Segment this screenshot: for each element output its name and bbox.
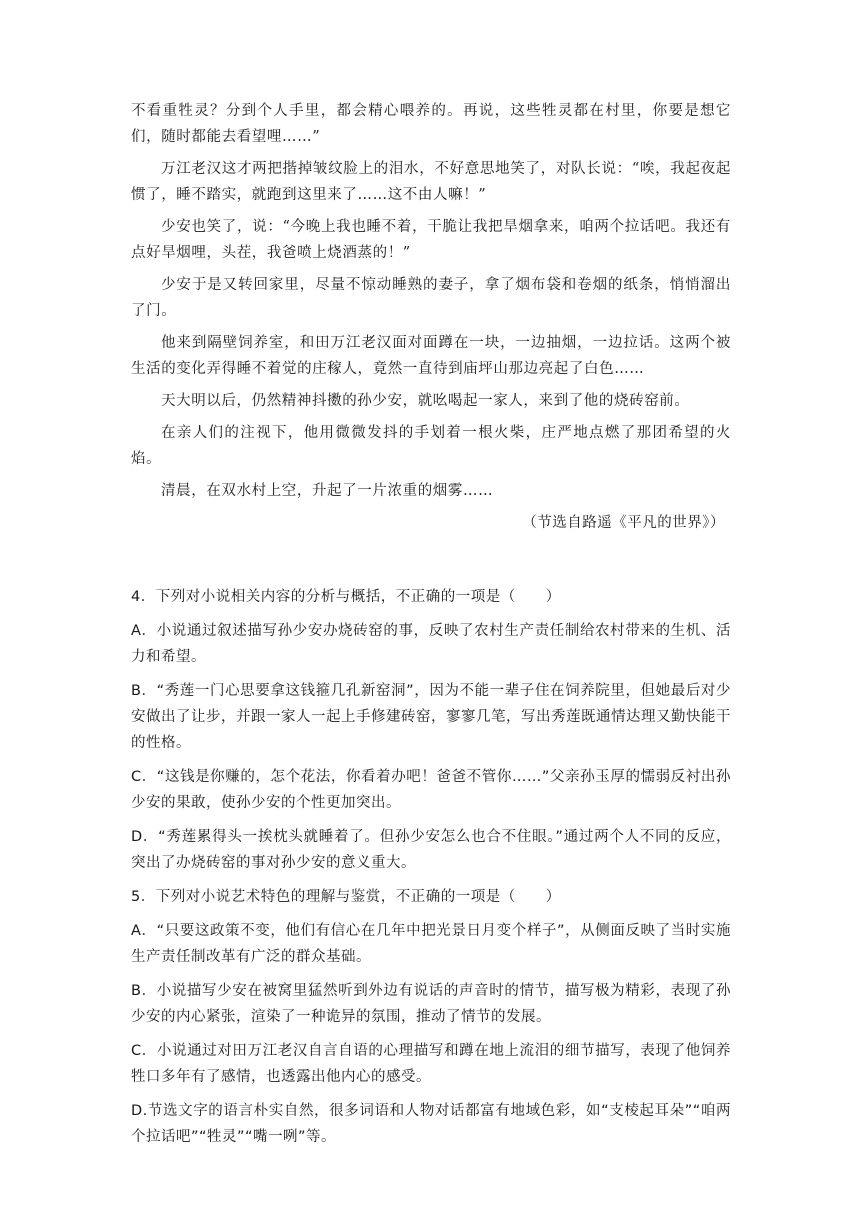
passage-paragraph-4: 少安于是又转回家里，尽量不惊动睡熟的妻子，拿了烟布袋和卷烟的纸条，悄悄溜出了门。 bbox=[131, 277, 731, 319]
question-option-a: A．“只要这政策不变，他们有信心在几年中把光景日月变个样子”，从侧面反映了当时实施生产责任制改革有广泛的群众基础。 bbox=[131, 923, 731, 965]
question-option-c: C．小说通过对田万江老汉自言自语的心理描写和蹲在地上流泪的细节描写，表现了他饲养牲口多年有了感情，也透露出他内心的感受。 bbox=[131, 1043, 731, 1085]
question-option-a: A．小说通过叙述描写孙少安办烧砖窑的事，反映了农村生产责任制给农村带来的生机、活力和希望。 bbox=[131, 623, 731, 665]
question-stem: 5．下列对小说艺术特色的理解与鉴赏，不正确的一项是（ ） bbox=[131, 889, 561, 905]
passage-paragraph-3: 少安也笑了，说：“今晚上我也睡不着，干脆让我把旱烟拿来，咱两个拉话吧。我还有点好旱烟哩，头茬，我爸喷上烧酒蒸的！” bbox=[131, 219, 731, 261]
passage-paragraph-8: 清晨，在双水村上空，升起了一片浓重的烟雾…… bbox=[161, 483, 494, 499]
question-option-b: B．小说描写少安在被窝里猛然听到外边有说话的声音时的情节，描写极为精彩，表现了孙少安的内心紧张，渲染了一种诡异的氛围，推动了情节的发展。 bbox=[131, 983, 731, 1025]
passage-paragraph-5: 他来到隔壁饲养室，和田万江老汉面对面蹲在一块，一边抽烟，一边拉话。这两个被生活的变化弄得睡不着觉的庄稼人，竟然一直待到庙坪山那边亮起了白色…… bbox=[131, 335, 731, 377]
passage-paragraph-2: 万江老汉这才两把揩掉皱纹脸上的泪水，不好意思地笑了，对队长说：“唉，我起夜起惯了，睡不踏实，就跑到这里来了……这不由人嘛！” bbox=[131, 161, 731, 203]
question-stem: 4．下列对小说相关内容的分析与概括，不正确的一项是（ ） bbox=[131, 589, 561, 605]
passage bbox=[131, 98, 731, 536]
question-option-b: B．“秀莲一门心思要拿这钱箍几孔新窑洞”，因为不能一辈子住在饲养院里，但她最后对少安做出了让步，并跟一家人一起上手修建砖窑，寥寥几笔，写出秀莲既通情达理又勤快能干的性格。 bbox=[131, 683, 731, 751]
question-option-c: C．“这钱是你赚的，怎个花法，你看着办吧！爸爸不管你……”父亲孙玉厚的懦弱反衬出孙少安的果敢，使孙少安的个性更加突出。 bbox=[131, 769, 731, 811]
passage-paragraph-1: 不看重牲灵？分到个人手里，都会精心喂养的。再说，这些牲灵都在村里，你要是想它们，随时都能去看望哩……” bbox=[131, 103, 731, 145]
passage-source: （节选自路遥《平凡的世界》） bbox=[522, 515, 725, 531]
question-4 bbox=[131, 584, 731, 876]
document-page bbox=[131, 98, 731, 1158]
question-5 bbox=[131, 884, 731, 1150]
passage-paragraph-7: 在亲人们的注视下，他用微微发抖的手划着一根火柴，庄严地点燃了那团希望的火焰。 bbox=[131, 425, 731, 467]
question-option-d: D.节选文字的语言朴实自然，很多词语和人物对话都富有地域色彩，如“支棱起耳朵”“咱两个拉话吧”“牲灵”“嘴一咧”等。 bbox=[131, 1103, 731, 1145]
question-option-d: D．“秀莲累得头一挨枕头就睡着了。但孙少安怎么也合不住眼。”通过两个人不同的反应，突出了办烧砖窑的事对孙少安的意义重大。 bbox=[131, 829, 731, 871]
questions-section bbox=[131, 584, 731, 1150]
passage-paragraph-6: 天大明以后，仍然精神抖擞的孙少安，就吆喝起一家人，来到了他的烧砖窑前。 bbox=[161, 393, 690, 409]
